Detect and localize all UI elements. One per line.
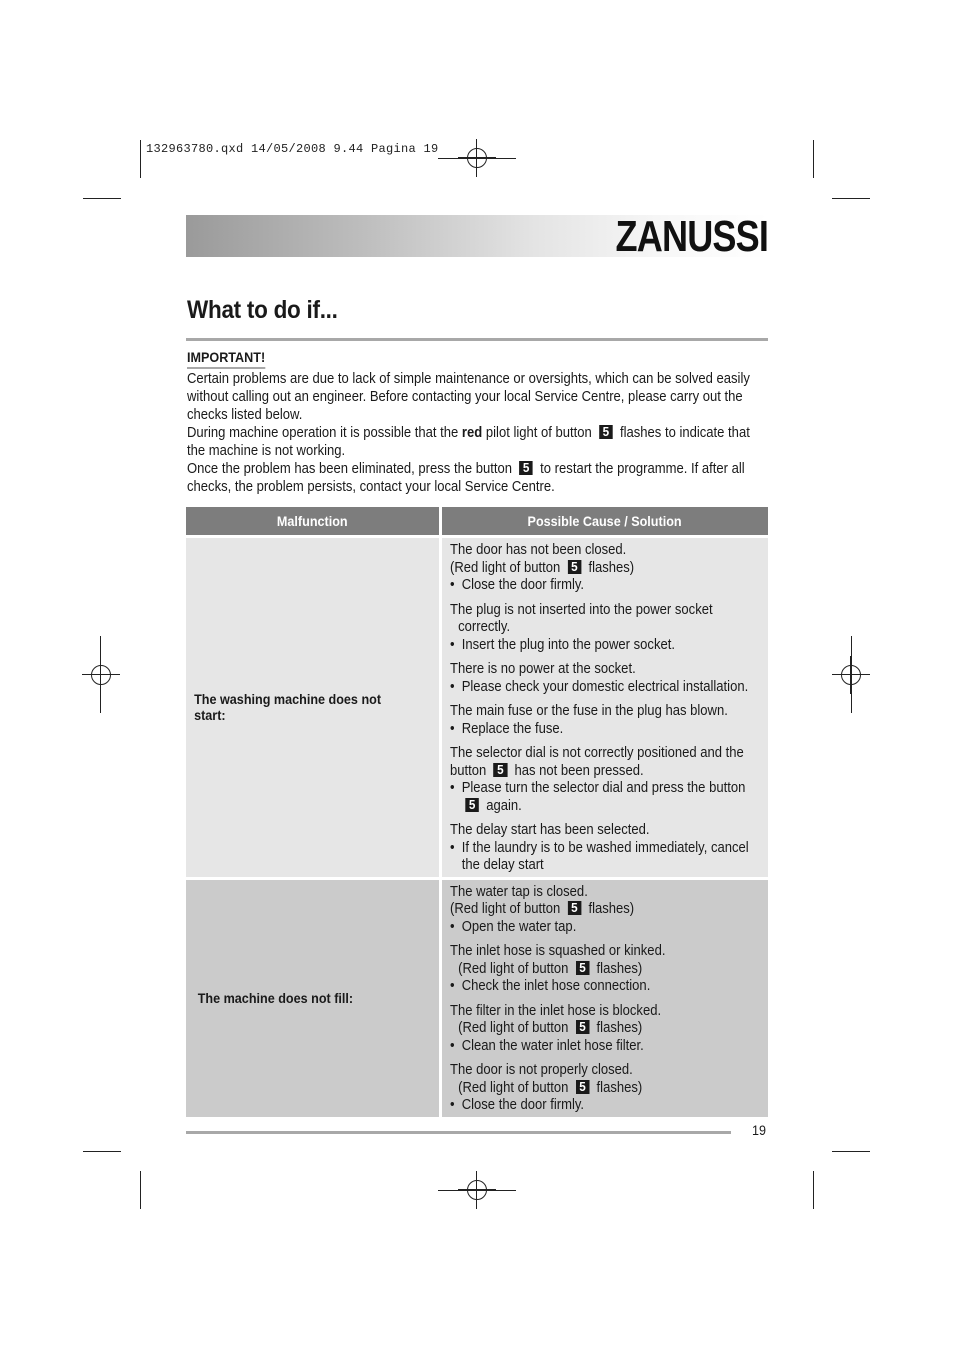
button-5-icon: 5 [494, 763, 508, 777]
solution-text [450, 798, 765, 816]
text: flashes) [592, 960, 643, 977]
print-slug: 132963780.qxd 14/05/2008 9.44 Pagina 19 [146, 142, 439, 156]
cause-text: The inlet hose is squashed or kinked. [450, 943, 666, 959]
solution-text: • Clean the water inlet hose filter. [450, 1038, 765, 1056]
solution-text: • Check the inlet hose connection. [450, 978, 765, 996]
cause-item [450, 703, 765, 738]
button-5-icon: 5 [568, 901, 582, 915]
button-5-icon: 5 [599, 425, 613, 439]
intro-paragraph: Certain problems are due to lack of simple maintenance or oversights, which can be solved easily without calling out an engineer. Before contacting your local Service Centre, please carry out the checks listed below. [187, 371, 750, 423]
cause-item [450, 1062, 765, 1115]
header-label: Possible Cause / Solution [527, 513, 683, 529]
red-word: red [461, 425, 483, 441]
page-title: What to do if... [187, 296, 338, 324]
cause-item [450, 822, 765, 875]
solution-text: • Open the water tap. [450, 919, 765, 937]
button-5-icon: 5 [519, 461, 533, 475]
solution-text: the delay start [461, 857, 544, 873]
button-5-icon: 5 [576, 1020, 590, 1034]
cause-text: The filter in the inlet hose is blocked. [450, 1002, 662, 1019]
intro-paragraph [187, 424, 763, 460]
text: flashes to indicate that the machine is not working. [187, 425, 750, 459]
cause-item [450, 542, 765, 595]
text: flashes) [592, 1079, 643, 1096]
page-number: 19 [752, 1122, 767, 1138]
cause-item [450, 745, 765, 815]
registration-mark-icon [832, 656, 870, 694]
text: Once the problem has been eliminated, press the button [187, 461, 516, 477]
cause-cell [442, 538, 768, 877]
text: flashes) [592, 1020, 643, 1036]
crop-mark [140, 140, 141, 178]
registration-mark-icon [458, 1171, 496, 1209]
cause-text: The delay start has been selected. [450, 822, 650, 838]
intro-paragraph [187, 460, 763, 496]
cause-text: The water tap is closed. [450, 883, 588, 900]
solution-text: • Close the door firmly. [450, 577, 765, 595]
text: flashes) [584, 901, 635, 917]
text: (Red light of button [458, 1079, 573, 1096]
text: to restart the programme. If after all checks, the problem persists, contact your local Service Centre. [187, 461, 745, 495]
text: (Red light of button [450, 559, 564, 576]
button-5-icon: 5 [576, 961, 590, 975]
cause-text: The selector dial is not correctly positioned and the [450, 745, 744, 761]
cause-note [450, 961, 765, 979]
crop-mark [832, 1151, 870, 1152]
cause-text: The main fuse or the fuse in the plug has blown. [450, 703, 728, 719]
cause-text: The door is not properly closed. [450, 1062, 633, 1078]
cause-item [450, 1003, 765, 1056]
solution-text: • If the laundry is to be washed immediately, cancel [450, 840, 765, 858]
text: (Red light of button [458, 960, 573, 977]
malfunction-cell [186, 880, 439, 1117]
column-header-cause [442, 507, 768, 535]
button-5-icon: 5 [465, 798, 479, 812]
text: (Red light of button [450, 901, 564, 917]
cause-note [450, 1080, 765, 1098]
crop-mark [813, 1171, 814, 1209]
cause-cell [442, 880, 768, 1117]
cause-item [450, 602, 765, 655]
header-label: Malfunction [277, 513, 348, 529]
solution-text: • Close the door firmly. [450, 1097, 765, 1115]
crop-mark [832, 198, 870, 199]
table-header [186, 507, 768, 535]
cause-item [450, 884, 765, 937]
crop-mark [140, 1171, 141, 1209]
crop-mark [83, 1151, 121, 1152]
brand-logo: ZANUSSI [615, 212, 768, 261]
registration-mark-icon [82, 656, 120, 694]
malfunction-text: The washing machine does not start: [194, 691, 382, 724]
cause-note [450, 560, 765, 578]
column-header-malfunction [186, 507, 439, 535]
cause-text: The door has not been closed. [450, 542, 627, 558]
important-label: IMPORTANT! [187, 349, 265, 369]
cause-text [450, 763, 765, 781]
cause-item [450, 943, 765, 996]
cause-text: There is no power at the socket. [450, 661, 636, 677]
text: pilot light of button [482, 425, 596, 441]
cause-text: correctly. [458, 619, 511, 635]
solution-text: • Insert the plug into the power socket. [450, 637, 765, 655]
footer-divider [186, 1131, 731, 1134]
solution-text: • Please check your domestic electrical installation. [450, 679, 765, 697]
cause-text: The plug is not inserted into the power socket [450, 601, 713, 618]
button-5-icon: 5 [568, 560, 582, 574]
text: During machine operation it is possible that the [187, 425, 462, 441]
malfunction-text: The machine does not fill: [197, 990, 354, 1006]
cause-note [450, 901, 765, 919]
text: (Red light of button [458, 1020, 573, 1036]
table-row [186, 538, 768, 877]
solution-text: • Please turn the selector dial and press the button [450, 780, 765, 798]
registration-mark-icon [458, 139, 496, 177]
intro-text [187, 370, 763, 496]
crop-mark [813, 140, 814, 178]
button-5-icon: 5 [576, 1080, 590, 1094]
cause-note [450, 1020, 765, 1038]
text: again. [482, 797, 522, 814]
troubleshooting-table [186, 507, 768, 1117]
table-row [186, 880, 768, 1117]
cause-item [450, 661, 765, 696]
crop-mark [83, 198, 121, 199]
text: button [450, 762, 490, 779]
malfunction-cell [186, 538, 439, 877]
text: has not been pressed. [510, 762, 644, 779]
solution-text: • Replace the fuse. [450, 721, 765, 739]
title-divider [186, 338, 768, 341]
text: flashes) [584, 559, 635, 576]
